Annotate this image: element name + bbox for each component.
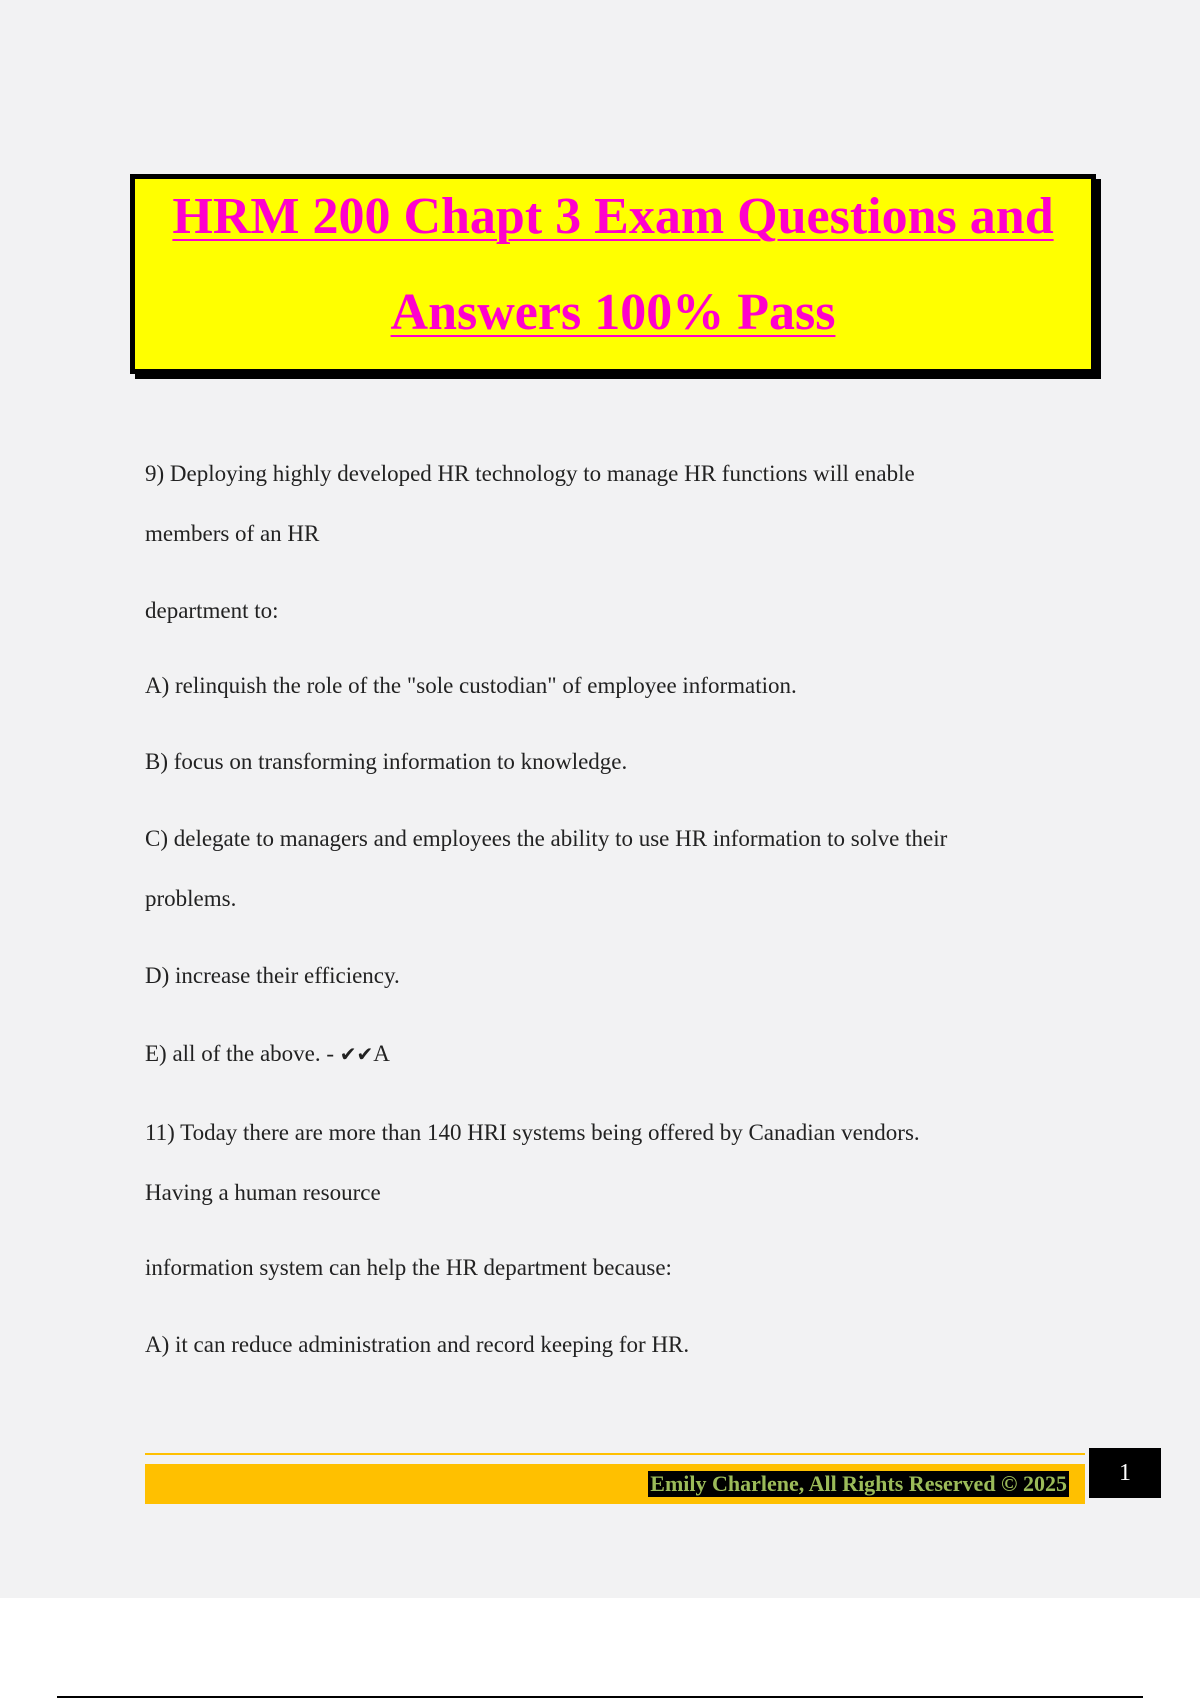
title-line-2: Answers 100% Pass (390, 284, 836, 341)
question-9-option-c-continued: problems. (145, 886, 237, 911)
question-11-text-line-1: 11) Today there are more than 140 HRI systems being offered by Canadian vendors. (145, 1120, 920, 1145)
question-9-option-e-text: E) all of the above. - (145, 1041, 340, 1066)
question-9-option-e (145, 1039, 390, 1069)
question-11-option-a: A) it can reduce administration and record keeping for HR. (145, 1332, 690, 1357)
question-11-text-line-3: information system can help the HR department because: (145, 1255, 672, 1280)
page-bottom-divider (57, 1696, 1143, 1698)
question-9-option-b: B) focus on transforming information to knowledge. (145, 749, 628, 774)
copyright-notice: Emily Charlene, All Rights Reserved © 2025 (650, 1471, 1067, 1496)
question-9-option-c: C) delegate to managers and employees the ability to use HR information to solve their (145, 826, 948, 851)
page-number: 1 (1089, 1448, 1161, 1498)
footer-band (145, 1464, 1085, 1504)
question-9-option-d: D) increase their efficiency. (145, 963, 400, 988)
footer-divider (145, 1453, 1085, 1455)
question-11-text-line-2: Having a human resource (145, 1180, 381, 1205)
title-banner (130, 174, 1096, 374)
question-9-text-line-1: 9) Deploying highly developed HR technology to manage HR functions will enable (145, 461, 915, 486)
checkmark-icon: ✔✔ (339, 1042, 374, 1066)
title-line-1: HRM 200 Chapt 3 Exam Questions and (172, 188, 1054, 245)
question-9-text-line-2: members of an HR (145, 521, 320, 546)
question-9-text-line-3: department to: (145, 598, 279, 623)
question-9-option-a: A) relinquish the role of the "sole custodian" of employee information. (145, 673, 797, 698)
question-9-answer: A (373, 1041, 390, 1066)
